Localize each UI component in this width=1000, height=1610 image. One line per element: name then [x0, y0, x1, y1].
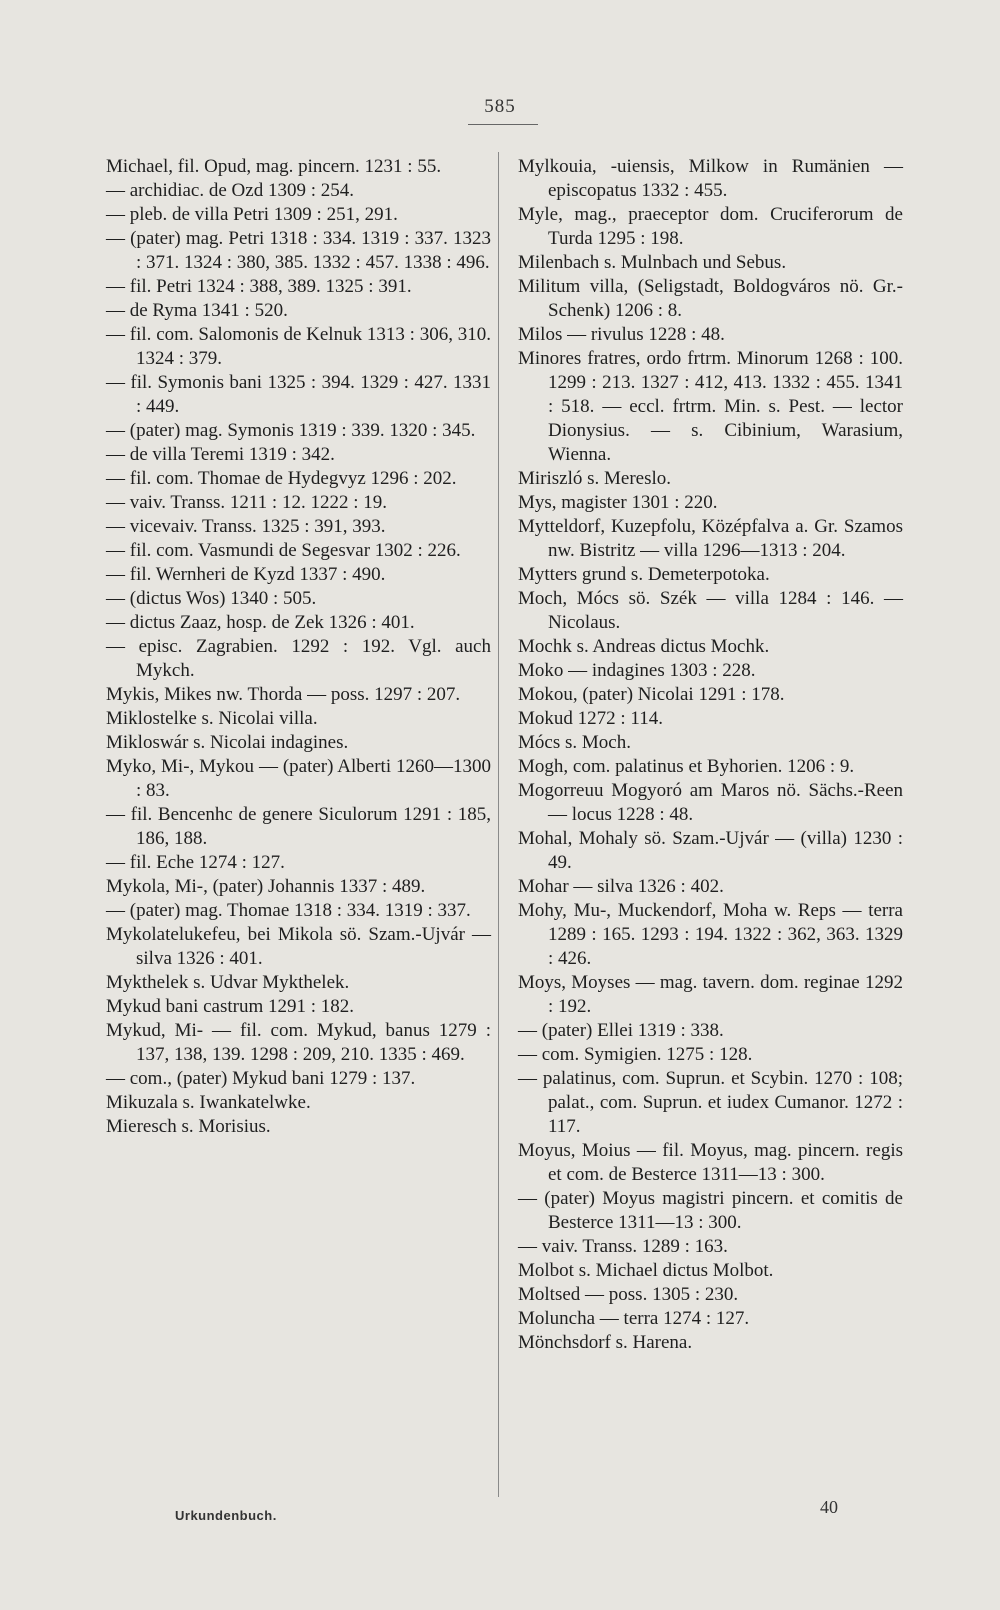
right-column — [518, 155, 903, 1355]
index-entry: Mykthelek s. Udvar Mykthelek. — [106, 972, 350, 993]
index-entry: Mykud bani castrum 1291 : 182. — [106, 996, 355, 1017]
index-entry: Mönchsdorf s. Harena. — [518, 1332, 693, 1353]
index-entry: — pleb. de villa Petri 1309 : 251, 291. — [106, 204, 398, 225]
index-entry: — episc. Zagrabien. 1292 : 192. Vgl. auch Mykch. — [106, 636, 491, 681]
index-entry: — vaiv. Transs. 1211 : 12. 1222 : 19. — [106, 492, 387, 513]
index-entry: Moluncha — terra 1274 : 127. — [518, 1308, 750, 1329]
index-entry: — de villa Teremi 1319 : 342. — [106, 444, 335, 465]
footer-source-label: Urkundenbuch. — [175, 1508, 277, 1523]
index-entry: — vaiv. Transs. 1289 : 163. — [518, 1236, 728, 1257]
index-entry: Milos — rivulus 1228 : 48. — [518, 324, 725, 345]
index-entry: — fil. com. Thomae de Hydegvyz 1296 : 202. — [106, 468, 457, 489]
index-entry: Mylkouia, -uiensis, Milkow in Rumänien — episcopatus 1332 : 455. — [518, 156, 903, 201]
index-entry: Moko — indagines 1303 : 228. — [518, 660, 756, 681]
index-entry: — vicevaiv. Transs. 1325 : 391, 393. — [106, 516, 386, 537]
index-entry: — com. Symigien. 1275 : 128. — [518, 1044, 753, 1065]
index-entry: — fil. Wernheri de Kyzd 1337 : 490. — [106, 564, 386, 585]
index-entry: Mykud, Mi- — fil. com. Mykud, banus 1279 : 137, 138, 139. 1298 : 209, 210. 1335 : 469. — [106, 1020, 491, 1065]
index-entry: — (pater) mag. Thomae 1318 : 334. 1319 : 337. — [106, 900, 471, 921]
index-entry: Mohal, Mohaly sö. Szam.-Ujvár — (villa) 1230 : 49. — [518, 828, 903, 873]
index-entry: — (pater) Moyus magistri pincern. et comitis de Besterce 1311—13 : 300. — [518, 1188, 903, 1233]
index-entry: — palatinus, com. Suprun. et Scybin. 1270 : 108; palat., com. Suprun. et iudex Cumanor. 1272 : 117. — [518, 1068, 903, 1137]
index-entry: Mykola, Mi-, (pater) Johannis 1337 : 489. — [106, 876, 426, 897]
index-entry: — archidiac. de Ozd 1309 : 254. — [106, 180, 354, 201]
page-number: 585 — [484, 96, 516, 117]
index-entry: — fil. com. Salomonis de Kelnuk 1313 : 306, 310. 1324 : 379. — [106, 324, 491, 369]
footer-signature-number: 40 — [820, 1497, 838, 1517]
index-entry: — (pater) Ellei 1319 : 338. — [518, 1020, 724, 1041]
index-entry: Mykis, Mikes nw. Thorda — poss. 1297 : 207. — [106, 684, 461, 705]
index-entry: Mokud 1272 : 114. — [518, 708, 663, 729]
column-divider — [498, 152, 499, 1497]
index-entry: Mokou, (pater) Nicolai 1291 : 178. — [518, 684, 785, 705]
index-entry: Milenbach s. Mulnbach und Sebus. — [518, 252, 787, 273]
index-entry: Miriszló s. Mereslo. — [518, 468, 672, 489]
index-entry: Myle, mag., praeceptor dom. Cruciferorum de Turda 1295 : 198. — [518, 204, 903, 249]
index-entry: Moch, Mócs sö. Szék — villa 1284 : 146. — Nicolaus. — [518, 588, 903, 633]
index-entry: Mohar — silva 1326 : 402. — [518, 876, 724, 897]
index-entry: — com., (pater) Mykud bani 1279 : 137. — [106, 1068, 416, 1089]
index-entry: Moltsed — poss. 1305 : 230. — [518, 1284, 739, 1305]
page-number-rule — [468, 124, 538, 125]
left-column — [106, 155, 491, 1139]
index-entry: — (pater) mag. Symonis 1319 : 339. 1320 : 345. — [106, 420, 476, 441]
index-entry: Militum villa, (Seligstadt, Boldogváros nö. Gr.-Schenk) 1206 : 8. — [518, 276, 903, 321]
index-entry: Moyus, Moius — fil. Moyus, mag. pincern. regis et com. de Besterce 1311—13 : 300. — [518, 1140, 903, 1185]
index-entry: — fil. Bencenhc de genere Siculorum 1291 : 185, 186, 188. — [106, 804, 491, 849]
index-entry: Mohy, Mu-, Muckendorf, Moha w. Reps — terra 1289 : 165. 1293 : 194. 1322 : 362, 363. 1329 : 426. — [518, 900, 903, 969]
index-entry: Mykolatelukefeu, bei Mikola sö. Szam.-Ujvár — silva 1326 : 401. — [106, 924, 491, 969]
index-entry: Moys, Moyses — mag. tavern. dom. reginae 1292 : 192. — [518, 972, 903, 1017]
index-entry: Michael, fil. Opud, mag. pincern. 1231 : 55. — [106, 156, 442, 177]
index-entry: Minores fratres, ordo frtrm. Minorum 1268 : 100. 1299 : 213. 1327 : 412, 413. 1332 : 455. 1341 : 518. — eccl. frtrm. Min. s. Pest. — lector Dionysius. — s. Cibinium, Warasium, Wienna. — [518, 348, 903, 465]
index-entry: Molbot s. Michael dictus Molbot. — [518, 1260, 774, 1281]
index-entry: — fil. com. Vasmundi de Segesvar 1302 : 226. — [106, 540, 461, 561]
index-entry: — (pater) mag. Petri 1318 : 334. 1319 : 337. 1323 : 371. 1324 : 380, 385. 1332 : 457. 1338 : 496. — [106, 228, 491, 273]
index-entry: Mieresch s. Morisius. — [106, 1116, 271, 1137]
index-entry: Mys, magister 1301 : 220. — [518, 492, 718, 513]
index-entry: Mikloswár s. Nicolai indagines. — [106, 732, 349, 753]
index-entry: Miklostelke s. Nicolai villa. — [106, 708, 318, 729]
index-entry: — de Ryma 1341 : 520. — [106, 300, 288, 321]
index-entry: Mogh, com. palatinus et Byhorien. 1206 : 9. — [518, 756, 855, 777]
index-entry: Mytteldorf, Kuzepfolu, Középfalva a. Gr. Szamos nw. Bistritz — villa 1296—1313 : 204. — [518, 516, 903, 561]
index-entry: Mochk s. Andreas dictus Mochk. — [518, 636, 770, 657]
index-entry: Mytters grund s. Demeterpotoka. — [518, 564, 770, 585]
index-entry: Mikuzala s. Iwankatelwke. — [106, 1092, 311, 1113]
index-entry: — (dictus Wos) 1340 : 505. — [106, 588, 317, 609]
index-entry: Mogorreuu Mogyoró am Maros nö. Sächs.-Reen — locus 1228 : 48. — [518, 780, 903, 825]
index-entry: — dictus Zaaz, hosp. de Zek 1326 : 401. — [106, 612, 415, 633]
index-entry: — fil. Petri 1324 : 388, 389. 1325 : 391. — [106, 276, 412, 297]
index-entry: — fil. Symonis bani 1325 : 394. 1329 : 427. 1331 : 449. — [106, 372, 491, 417]
index-entry: — fil. Eche 1274 : 127. — [106, 852, 285, 873]
index-entry: Myko, Mi-, Mykou — (pater) Alberti 1260—1300 : 83. — [106, 756, 491, 801]
index-entry: Mócs s. Moch. — [518, 732, 631, 753]
